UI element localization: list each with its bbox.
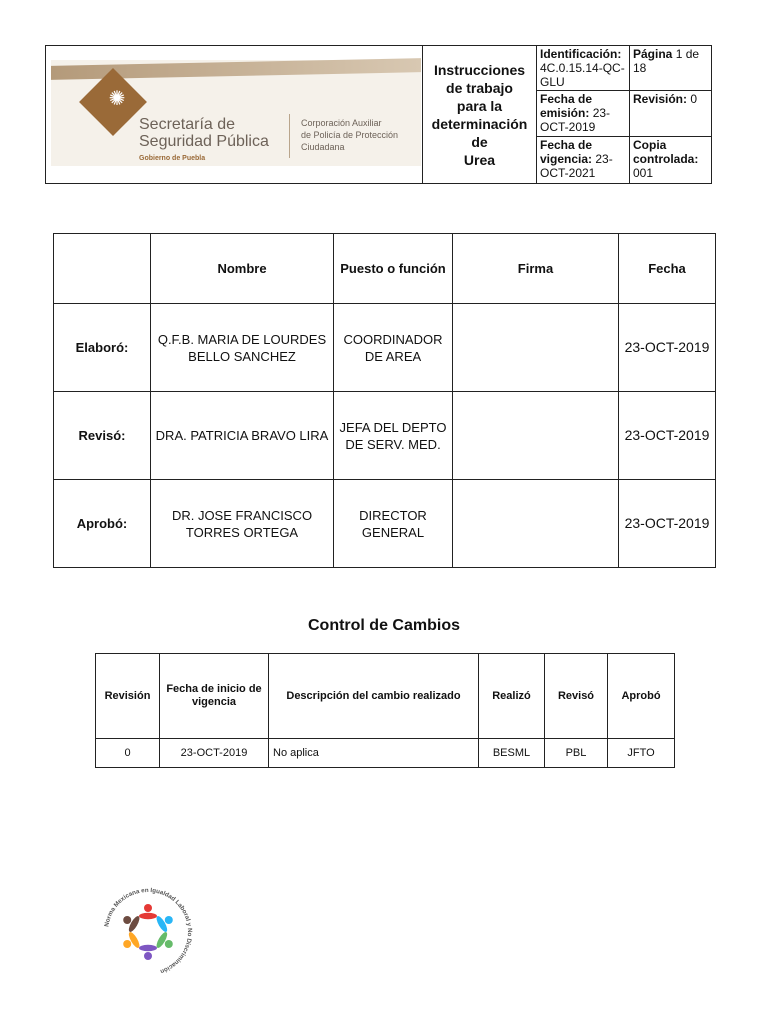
header-revision: Revisión bbox=[96, 654, 160, 739]
document-title: Instrucciones de trabajo para la determinación de Urea bbox=[423, 46, 537, 184]
role-cell: Aprobó: bbox=[54, 480, 151, 568]
header-date: Fecha bbox=[619, 234, 716, 304]
validity-date-cell: Fecha de vigencia: 23-OCT-2021 bbox=[537, 137, 630, 184]
signature-cell bbox=[453, 392, 619, 480]
page-cell: Página 1 de 18 bbox=[630, 46, 712, 91]
logo-cell bbox=[46, 46, 423, 184]
date-cell: 23-OCT-2019 bbox=[619, 480, 716, 568]
table-row bbox=[96, 739, 675, 768]
seal-figure-head bbox=[144, 952, 152, 960]
table-row bbox=[54, 392, 716, 480]
secretaria-logo bbox=[51, 60, 421, 166]
controlled-copy-cell: Copia controlada: 001 bbox=[630, 137, 712, 184]
seal-figure-head bbox=[165, 940, 173, 948]
approved-by-value: JFTO bbox=[608, 739, 675, 768]
logo-divider bbox=[289, 114, 290, 158]
header-approved-by: Aprobó bbox=[608, 654, 675, 739]
header-made-by: Realizó bbox=[479, 654, 545, 739]
header-position: Puesto o función bbox=[334, 234, 453, 304]
changes-header-row bbox=[96, 654, 675, 739]
document-header bbox=[45, 45, 712, 184]
position-cell: COORDINADOR DE AREA bbox=[334, 304, 453, 392]
role-cell: Revisó: bbox=[54, 392, 151, 480]
svg-text:Norma Mexicana en Igualdad Lab: Norma Mexicana en Igualdad Laboral y No Discriminación bbox=[103, 886, 194, 975]
revision-cell: Revisión: 0 bbox=[630, 91, 712, 137]
seal-figure-head bbox=[165, 916, 173, 924]
date-cell: 23-OCT-2019 bbox=[619, 392, 716, 480]
eagle-icon: ✺ bbox=[108, 88, 126, 110]
header-signature: Firma bbox=[453, 234, 619, 304]
start-date-value: 23-OCT-2019 bbox=[160, 739, 269, 768]
corporation-name: Corporación Auxiliar de Policía de Protección Ciudadana bbox=[301, 118, 399, 152]
header-start-date: Fecha de inicio de vigencia bbox=[160, 654, 269, 739]
made-by-value: BESML bbox=[479, 739, 545, 768]
identification-cell: Identificación: 4C.0.15.14-QC-GLU bbox=[537, 46, 630, 91]
empty-header bbox=[54, 234, 151, 304]
changes-table bbox=[95, 653, 675, 768]
header-name: Nombre bbox=[151, 234, 334, 304]
position-cell: DIRECTOR GENERAL bbox=[334, 480, 453, 568]
revision-value: 0 bbox=[96, 739, 160, 768]
header-reviewed-by: Revisó bbox=[545, 654, 608, 739]
reviewed-by-value: PBL bbox=[545, 739, 608, 768]
logo-title: Secretaría de Seguridad Pública bbox=[139, 116, 269, 150]
role-cell: Elaboró: bbox=[54, 304, 151, 392]
seal-figure-body bbox=[139, 913, 157, 919]
signature-cell bbox=[453, 304, 619, 392]
signature-table bbox=[53, 233, 716, 568]
table-row bbox=[54, 304, 716, 392]
header-description: Descripción del cambio realizado bbox=[269, 654, 479, 739]
signature-cell bbox=[453, 480, 619, 568]
seal-figure-head bbox=[123, 940, 131, 948]
seal-figure-head bbox=[144, 904, 152, 912]
seal-figure-body bbox=[139, 945, 157, 951]
name-cell: DRA. PATRICIA BRAVO LIRA bbox=[151, 392, 334, 480]
changes-title: Control de Cambios bbox=[307, 617, 460, 634]
date-cell: 23-OCT-2019 bbox=[619, 304, 716, 392]
equality-seal-icon bbox=[98, 882, 198, 982]
logo-subtitle: Gobierno de Puebla bbox=[139, 155, 206, 162]
emission-date-cell: Fecha de emisión: 23-OCT-2019 bbox=[537, 91, 630, 137]
signature-header-row bbox=[54, 234, 716, 304]
table-row bbox=[54, 480, 716, 568]
name-cell: Q.F.B. MARIA DE LOURDES BELLO SANCHEZ bbox=[151, 304, 334, 392]
name-cell: DR. JOSE FRANCISCO TORRES ORTEGA bbox=[151, 480, 334, 568]
position-cell: JEFA DEL DEPTO DE SERV. MED. bbox=[334, 392, 453, 480]
description-value: No aplica bbox=[269, 739, 479, 768]
seal-figure-head bbox=[123, 916, 131, 924]
